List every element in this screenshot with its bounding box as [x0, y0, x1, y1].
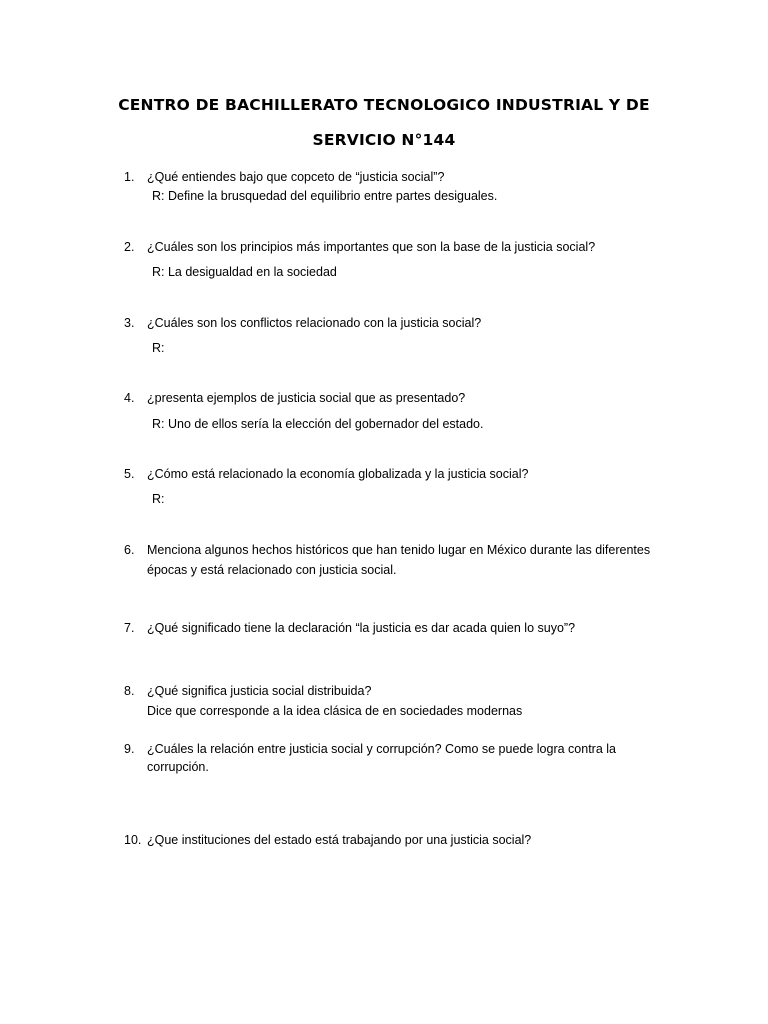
question-text: ¿Cuáles la relación entre justicia social y corrupción? Como se puede logra contra la: [147, 742, 616, 756]
question-text: Menciona algunos hechos históricos que han tenido lugar en México durante las diferentes: [147, 543, 651, 557]
question-text: ¿Cuáles son los conflictos relacionado con la justicia social?: [147, 316, 482, 330]
answer-text: R:: [152, 341, 165, 355]
question-number: 4.: [124, 391, 135, 405]
question-number: 5.: [124, 467, 135, 481]
question-text-continued: corrupción.: [147, 760, 209, 774]
answer-text: R: La desigualdad en la sociedad: [152, 265, 337, 279]
question-text: ¿Qué entiendes bajo que copceto de “justicia social”?: [147, 170, 445, 184]
document-title-line1: CENTRO DE BACHILLERATO TECNOLOGICO INDUSTRIAL Y DE: [118, 96, 650, 114]
answer-text: R:: [152, 492, 165, 506]
question-number: 2.: [124, 240, 135, 254]
question-number: 6.: [124, 543, 135, 557]
question-text: ¿Qué significa justicia social distribuida?: [147, 684, 372, 698]
question-number: 10.: [124, 833, 142, 847]
question-number: 9.: [124, 742, 135, 756]
answer-text: R: Uno de ellos sería la elección del gobernador del estado.: [152, 417, 484, 431]
question-number: 1.: [124, 170, 135, 184]
document-title-line2: SERVICIO N°144: [312, 131, 456, 149]
question-text: ¿Cómo está relacionado la economía globalizada y la justicia social?: [147, 467, 529, 481]
question-text: ¿Cuáles son los principios más importantes que son la base de la justicia social?: [147, 240, 596, 254]
question-number: 3.: [124, 316, 135, 330]
question-number: 7.: [124, 621, 135, 635]
question-text: ¿Qué significado tiene la declaración “la justicia es dar acada quien lo suyo”?: [147, 621, 576, 635]
question-number: 8.: [124, 684, 135, 698]
question-text: ¿Que instituciones del estado está trabajando por una justicia social?: [147, 833, 532, 847]
question-text-continued: épocas y está relacionado con justicia social.: [147, 563, 397, 577]
question-text: ¿presenta ejemplos de justicia social que as presentado?: [147, 391, 466, 405]
answer-text: Dice que corresponde a la idea clásica de en sociedades modernas: [147, 704, 523, 718]
answer-text: R: Define la brusquedad del equilibrio entre partes desiguales.: [152, 189, 498, 203]
